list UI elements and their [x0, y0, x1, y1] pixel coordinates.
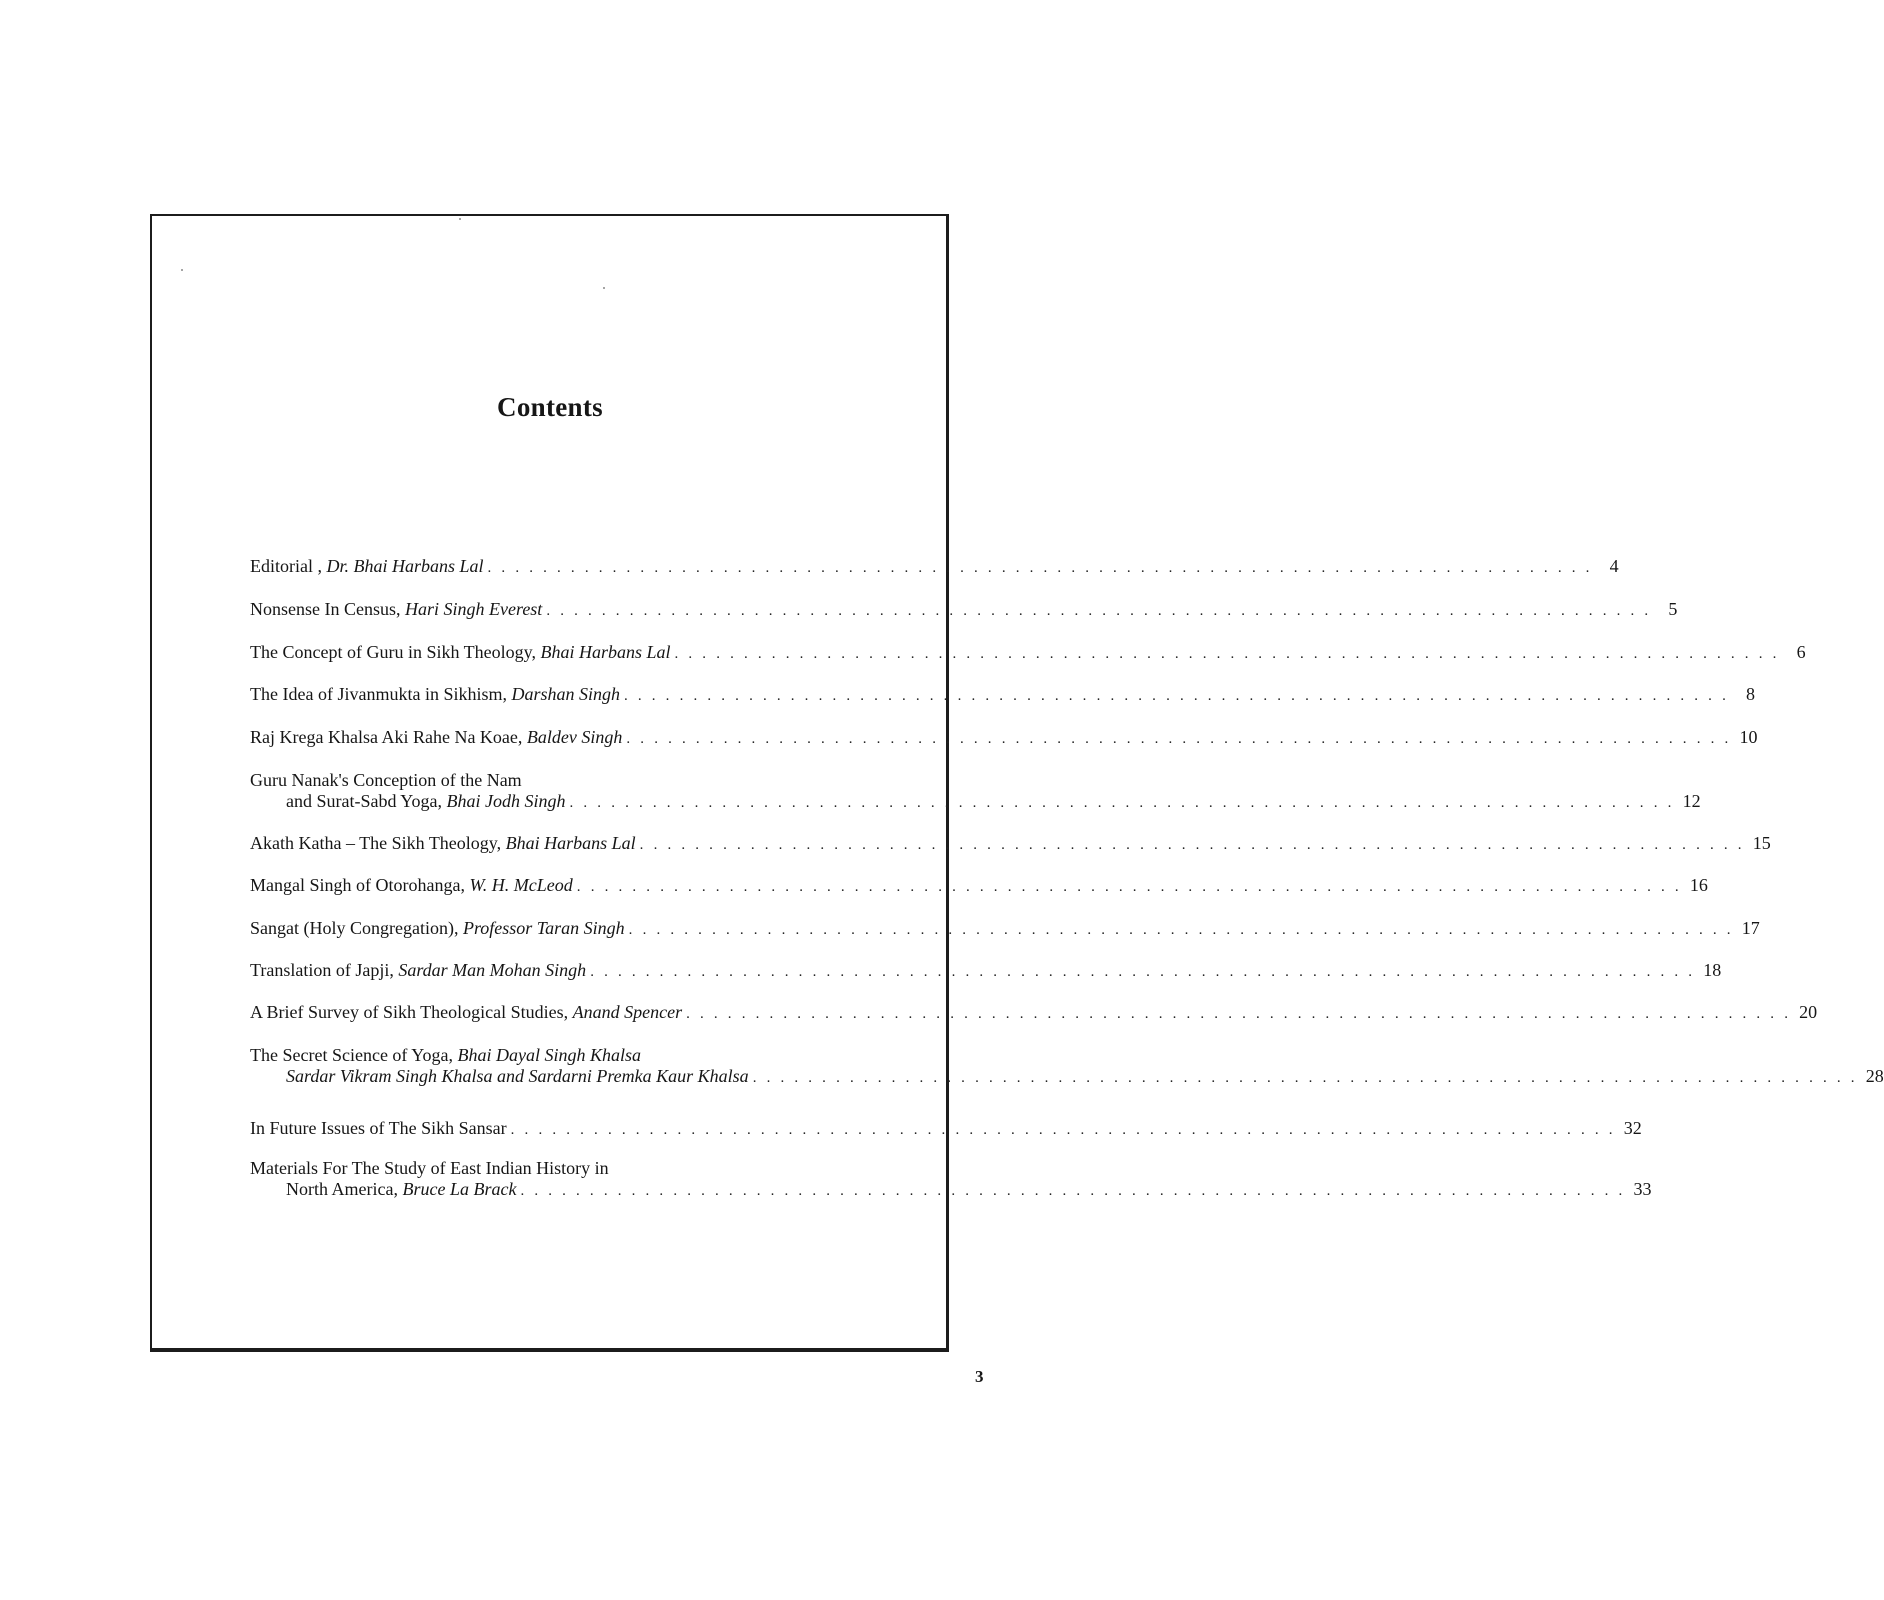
page-title: Contents — [497, 392, 603, 422]
entry-title — [286, 1179, 516, 1200]
entry-page-number: 5 — [1668, 599, 1678, 619]
entry-title — [250, 833, 636, 854]
toc-line — [250, 556, 1619, 579]
dot-leader: . . . . . . . . . . . . . . . . . . . . . . . . . . . . . . . . . . . . . . . . . . . . . . . . . . . . . . . . . . . . . . . . . . . . . . . . . . . . . . . . — [639, 837, 1745, 853]
entry-title-text: Guru Nanak's Conception of the Nam — [250, 770, 522, 790]
entry-title-text: Editorial , — [250, 556, 327, 576]
entry-author: Bhai Jodh Singh — [446, 791, 566, 811]
toc-line — [250, 1045, 867, 1066]
toc-entry — [250, 599, 1678, 622]
toc-line — [250, 875, 1708, 898]
entry-author: Professor Taran Singh — [462, 918, 625, 938]
entry-author: Dr. Bhai Harbans Lal — [326, 556, 484, 576]
toc-entry — [250, 960, 1722, 983]
entry-author: Hari Singh Everest — [405, 599, 543, 619]
entry-author: Darshan Singh — [511, 684, 620, 704]
dot-leader: . . . . . . . . . . . . . . . . . . . . . . . . . . . . . . . . . . . . . . . . . . . . . . . . . . . . . . . . . . . . . . . . . . . . . . . . . . . . . . . . — [569, 795, 1675, 811]
dot-leader: . . . . . . . . . . . . . . . . . . . . . . . . . . . . . . . . . . . . . . . . . . . . . . . . . . . . . . . . . . . . . . . . . . . . . . . . . . . . . . . . — [626, 731, 1732, 747]
dot-leader: . . . . . . . . . . . . . . . . . . . . . . . . . . . . . . . . . . . . . . . . . . . . . . . . . . . . . . . . . . . . . . . . . . . . . . . . . . . . . . . . — [752, 1070, 1858, 1086]
entry-title — [250, 1118, 507, 1139]
dot-leader: . . . . . . . . . . . . . . . . . . . . . . . . . . . . . . . . . . . . . . . . . . . . . . . . . . . . . . . . . . . . . . . . . . . . . . . . . . . . . . . . — [623, 688, 1730, 704]
entry-title — [250, 770, 522, 791]
toc-line — [250, 684, 1756, 707]
dot-leader: . . . . . . . . . . . . . . . . . . . . . . . . . . . . . . . . . . . . . . . . . . . . . . . . . . . . . . . . . . . . . . . . . . . . . . . . . . . . . . . . — [546, 603, 1652, 619]
scan-speck — [459, 218, 461, 220]
entry-title-text: Materials For The Study of East Indian History in — [250, 1158, 609, 1178]
toc-line — [250, 1066, 1884, 1089]
toc-line — [250, 1002, 1818, 1025]
toc-entry — [250, 918, 1760, 941]
dot-leader: . . . . . . . . . . . . . . . . . . . . . . . . . . . . . . . . . . . . . . . . . . . . . . . . . . . . . . . . . . . . . . . . . . . . . . . . . . . . . . . . — [686, 1006, 1792, 1022]
toc-entry — [250, 1118, 1642, 1141]
entry-page-number: 12 — [1682, 791, 1701, 811]
dot-leader: . . . . . . . . . . . . . . . . . . . . . . . . . . . . . . . . . . . . . . . . . . . . . . . . . . . . . . . . . . . . . . . . . . . . . . . . . . . . . . . . — [590, 964, 1696, 980]
entry-author: Bhai Harbans Lal — [505, 833, 636, 853]
entry-title-text: Raj Krega Khalsa Aki Rahe Na Koae, — [250, 727, 527, 747]
entry-page-number: 4 — [1609, 556, 1619, 576]
toc-line — [250, 642, 1806, 665]
scan-speck — [181, 269, 183, 271]
toc-entry — [250, 875, 1708, 898]
entry-title-text: Nonsense In Census, — [250, 599, 405, 619]
entry-author: Sardar Vikram Singh Khalsa and Sardarni Premka Kaur Khalsa — [286, 1066, 749, 1086]
entry-author: Sardar Man Mohan Singh — [398, 960, 587, 980]
toc-entry — [250, 1158, 1652, 1202]
dot-leader: . . . . . . . . . . . . . . . . . . . . . . . . . . . . . . . . . . . . . . . . . . . . . . . . . . . . . . . . . . . . . . . . . . . . . . . . . . . . . . . . — [510, 1122, 1616, 1138]
toc-line — [250, 770, 867, 791]
toc-line — [250, 833, 1771, 856]
entry-title-text: Translation of Japji, — [250, 960, 399, 980]
entry-page-number: 17 — [1741, 918, 1760, 938]
entry-title — [250, 684, 620, 705]
entry-title-text: The Secret Science of Yoga, — [250, 1045, 458, 1065]
entry-author: Anand Spencer — [572, 1002, 683, 1022]
entry-title — [250, 1158, 609, 1179]
entry-page-number: 16 — [1689, 875, 1708, 895]
toc-entry — [250, 684, 1756, 707]
toc-line — [250, 960, 1722, 983]
entry-title-text: North America, — [286, 1179, 403, 1199]
toc-line — [250, 918, 1760, 941]
entry-title-text: and Surat-Sabd Yoga, — [286, 791, 447, 811]
entry-page-number: 18 — [1703, 960, 1722, 980]
dot-leader: . . . . . . . . . . . . . . . . . . . . . . . . . . . . . . . . . . . . . . . . . . . . . . . . . . . . . . . . . . . . . . . . . . . . . . . . . . . . . . . . — [628, 922, 1734, 938]
entry-author: Bhai Harbans Lal — [540, 642, 671, 662]
toc-line — [250, 727, 1758, 750]
dot-leader: . . . . . . . . . . . . . . . . . . . . . . . . . . . . . . . . . . . . . . . . . . . . . . . . . . . . . . . . . . . . . . . . . . . . . . . . . . . . . . . . — [576, 879, 1682, 895]
entry-title — [250, 727, 622, 748]
entry-title — [250, 960, 586, 981]
toc-entry — [250, 770, 1701, 814]
entry-page-number: 8 — [1746, 684, 1756, 704]
dot-leader: . . . . . . . . . . . . . . . . . . . . . . . . . . . . . . . . . . . . . . . . . . . . . . . . . . . . . . . . . . . . . . . . . . . . . . . . . . . . . . . . — [674, 646, 1780, 662]
entry-title-text: Mangal Singh of Otorohanga, — [250, 875, 470, 895]
toc-entry — [250, 642, 1806, 665]
entry-author: W. H. McLeod — [469, 875, 573, 895]
entry-title — [250, 556, 484, 577]
toc-line — [250, 1158, 867, 1179]
toc-entry — [250, 1045, 1884, 1089]
entry-title — [250, 918, 625, 939]
entry-title-text: Akath Katha – The Sikh Theology, — [250, 833, 506, 853]
entry-page-number: 6 — [1796, 642, 1806, 662]
toc-entry — [250, 833, 1771, 856]
entry-page-number: 20 — [1799, 1002, 1818, 1022]
dot-leader: . . . . . . . . . . . . . . . . . . . . . . . . . . . . . . . . . . . . . . . . . . . . . . . . . . . . . . . . . . . . . . . . . . . . . . . . . . . . . . . . — [520, 1183, 1626, 1199]
dot-leader: . . . . . . . . . . . . . . . . . . . . . . . . . . . . . . . . . . . . . . . . . . . . . . . . . . . . . . . . . . . . . . . . . . . . . . . . . . . . . . . . — [487, 560, 1593, 576]
scan-speck — [603, 287, 605, 289]
entry-page-number: 33 — [1633, 1179, 1652, 1199]
entry-author: Bruce La Brack — [402, 1179, 517, 1199]
page-number: 3 — [975, 1367, 984, 1386]
entry-title — [286, 791, 566, 812]
toc-entry — [250, 1002, 1818, 1025]
entry-title-text: The Idea of Jivanmukta in Sikhism, — [250, 684, 512, 704]
toc-line — [250, 1118, 1642, 1141]
entry-title — [250, 599, 542, 620]
entry-title-text: In Future Issues of The Sikh Sansar — [250, 1118, 507, 1138]
entry-title — [250, 875, 573, 896]
entry-page-number: 32 — [1623, 1118, 1642, 1138]
entry-title — [250, 1002, 682, 1023]
entry-title — [250, 1045, 641, 1066]
toc-line — [250, 791, 1701, 814]
entry-page-number: 15 — [1752, 833, 1771, 853]
entry-title-text: The Concept of Guru in Sikh Theology, — [250, 642, 541, 662]
entry-title-text: A Brief Survey of Sikh Theological Studies, — [250, 1002, 573, 1022]
entry-page-number: 28 — [1865, 1066, 1884, 1086]
entry-title — [250, 642, 671, 663]
entry-title — [286, 1066, 749, 1087]
toc-line — [250, 1179, 1652, 1202]
toc-line — [250, 599, 1678, 622]
entry-page-number: 10 — [1739, 727, 1758, 747]
toc-entry — [250, 727, 1758, 750]
entry-author: Baldev Singh — [526, 727, 623, 747]
toc-entry — [250, 556, 1619, 579]
entry-author: Bhai Dayal Singh Khalsa — [457, 1045, 641, 1065]
entry-title-text: Sangat (Holy Congregation), — [250, 918, 463, 938]
